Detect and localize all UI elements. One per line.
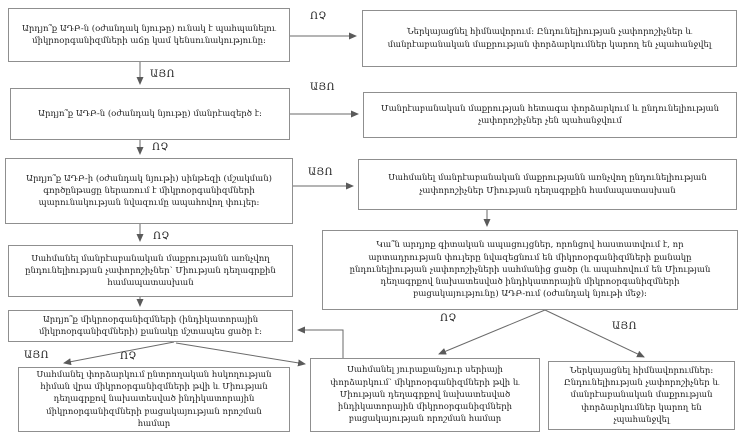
edge-label-sterile-no: ՈՉ — [152, 142, 169, 153]
node-question-synthesis-reduction: Արդյո՞ք ԱԴԲ-ի (օժանդակ նյութի) սինթեզի (մշակման) գործընթացը ներառում է միկրոօրգանիզմների պարունակության նվազումը ապահովող փուլեր: — [5, 158, 293, 224]
node-question-supports-growth: Արդյո՞ք ԱԴԲ-ն (օժանդակ նյութը) ունակ է պահպանելու միկրոօրգանիզմների աճը կամ կենսունակությունը: — [8, 8, 290, 62]
node-present-justifications: Ներկայացնել հիմնավորումներ: Ընդունելիության չափորոշիչներ և մանրէաբանական մաքրության փորձարկումներ կարող են չպահանջվել — [548, 361, 735, 430]
edge-label-sterile-yes: ԱՅՈ — [310, 82, 335, 93]
edge-label-count-no: ՈՉ — [120, 351, 137, 362]
node-question-scientific-evidence: Կա՞ն արդյոք գիտական ապացույցներ, որոնցով հաստատվում է, որ արտադրության փուլերը նվազեցնում են միկրոօրգանիզմների քանակը ընդունելիության չափորոշիչների սահմանից ցածր (և ապահովում են Միության դեղագրքով նախատեսված ինդիկատորային միկրոօրգանիզմների բացակայությունը) ԱԴԲ-ում (օժանդակ նյութի մեջ): — [322, 230, 738, 310]
edge-label-synthesis-yes: ԱՅՈ — [308, 167, 333, 178]
edge-label-evidence-yes: ԱՅՈ — [612, 321, 637, 332]
node-no-further-testing: Մանրէաբանական մաքրության հետագա փորձարկում և ընդունելիության չափորոշիչներ չեն պահանջվում — [363, 92, 737, 138]
connector-count-no — [176, 343, 305, 364]
node-question-sterile: Արդյո՞ք ԱԴԲ-ն (օժանդակ նյութը) մանրէազերծ է: — [10, 88, 290, 140]
edge-label-supports-no: ՈՉ — [310, 11, 327, 22]
connector-evidence-yes — [545, 310, 644, 357]
node-each-batch-testing: Սահմանել յուրաքանչյուր սերիայի փորձարկում՝ միկրոօրգանիզմների թվի և Միության դեղագրքով նախատեսված ինդիկատորային միկրոօրգանիզմների բացակայության որոշման համար — [310, 358, 540, 432]
node-set-criteria-right: Սահմանել մանրէաբանական մաքրությանն առնչվող ընդունելիության չափորոշիչներ Միության դեղագրքին համապատասխան — [358, 159, 737, 210]
connector-count-yes — [64, 342, 174, 363]
node-skip-lot-testing: Սահմանել փորձարկում ընտրողական հսկողության հիման վրա միկրոօրգանիզմների թվի և Միության դեղագրքով նախատեսված ինդիկատորային միկրոօրգանիզմների բացակայության որոշման համար — [18, 367, 290, 432]
edge-label-evidence-no: ՈՉ — [440, 313, 457, 324]
node-set-criteria-left: Սահմանել մանրէաբանական մաքրությանն առնչվող ընդունելիության չափորոշիչներ՝ Միության դեղագրքին համապատասխան — [8, 245, 293, 297]
connector-batch-loop — [298, 330, 343, 358]
node-question-count-low: Արդյո՞ք միկրոօրգանիզմների (ինդիկատորային միկրոօրգանիզմների) քանակը մշտապես ցածր է: — [8, 310, 293, 342]
node-present-justification: Ներկայացնել հիմնավորում: Ընդունելիության չափորոշիչներ և մանրէաբանական մաքրության փորձարկումներ կարող են չպահանջվել — [362, 10, 737, 67]
edge-label-supports-yes: ԱՅՈ — [150, 69, 175, 80]
edge-label-synthesis-no: ՈՉ — [153, 231, 170, 242]
edge-label-count-yes: ԱՅՈ — [24, 350, 49, 361]
